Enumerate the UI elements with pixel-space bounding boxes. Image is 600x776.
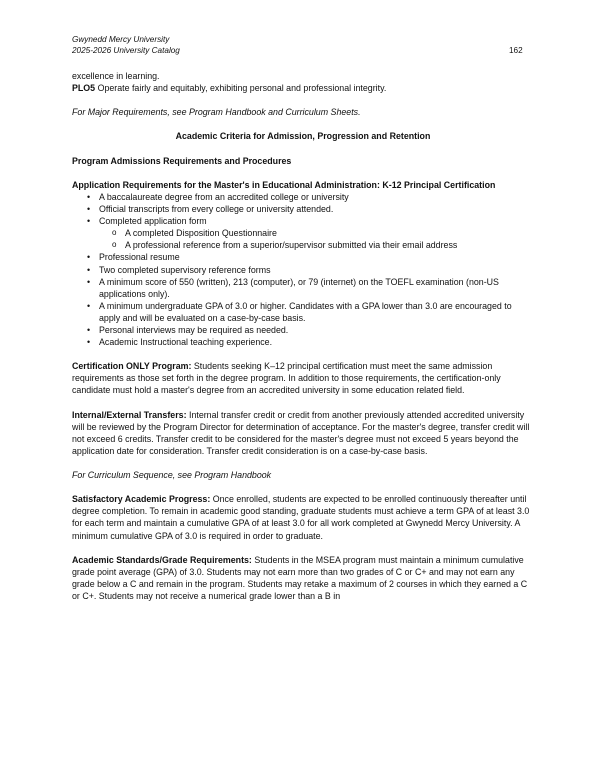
plo5-text: Operate fairly and equitably, exhibiting personal and professional integrity. <box>95 83 387 94</box>
intro-continuation: excellence in learning. <box>72 71 160 81</box>
progress-paragraph: Satisfactory Academic Progress: Once enrolled, students are expected to be enrolled continuously thereafter until degree completion. To remain in academic good standing, graduate students must achieve a term GPA of at least 3.0 for each term and maintain a cumulative GPA of at least 3.0 for all work completed at Gwynedd Mercy University. A minimum cumulative GPA of 3.0 is required in order to graduate. <box>72 494 530 541</box>
standards-paragraph: Academic Standards/Grade Requirements: Students in the MSEA program must maintain a minimum cumulative grade point average (GPA) of 3.0. Students may not earn more than two grades of C or C+ and may not earn any grade below a C and remain in the program. Students may retake a maximum of 2 courses in which they earned a C or C+. Students may not receive a numerical grade lower than a B in <box>72 554 528 602</box>
page-number: 162 <box>509 46 523 55</box>
list-item: • Academic Instructional teaching experience. <box>72 336 534 348</box>
list-item: • Two completed supervisory reference forms <box>72 264 534 276</box>
page-body <box>72 70 534 602</box>
list-item: • A minimum score of 550 (written), 213 (computer), or 79 (internet) on the TOEFL examination (non-US applications only). <box>72 276 534 300</box>
list-item: • Official transcripts from every college or university attended. <box>72 203 534 215</box>
application-requirements-list <box>72 191 534 348</box>
list-item: • A baccalaureate degree from an accredited college or university <box>72 191 534 203</box>
list-item: • A minimum undergraduate GPA of 3.0 or higher. Candidates with a GPA lower than 3.0 are encouraged to apply and will be evaluated on a case-by-case basis. <box>72 300 534 324</box>
running-header <box>72 34 180 56</box>
sub-list-item: o A professional reference from a superior/supervisor submitted via their email address <box>72 239 534 251</box>
transfers-paragraph: Internal/External Transfers: Internal transfer credit or credit from another previously attended accredited university will be reviewed by the Program Director for determination of acceptance. For the master's degree, transfer credit will not exceed 6 credits. Transfer credit to be considered for the master's degree must not exceed 5 years beyond the application date for consideration. Transfer credit consideration is on a case-by-case basis. <box>72 409 530 456</box>
header-university: Gwynedd Mercy University <box>72 35 170 44</box>
list-item: • Personal interviews may be required as needed. <box>72 324 534 336</box>
certification-label: Certification ONLY Program: <box>72 361 192 372</box>
section-title: Academic Criteria for Admission, Progression and Retention <box>175 131 431 142</box>
sub-list-item: o A completed Disposition Questionnaire <box>72 227 534 239</box>
plo5-paragraph <box>72 82 534 94</box>
major-requirements-note: For Major Requirements, see Program Handbook and Curriculum Sheets. <box>72 107 361 118</box>
certification-paragraph: Certification ONLY Program: Students seeking K–12 principal certification must meet the same admission requirements as those set forth in the degree program. In addition to those requirements, the certification-only candidate must hold a master's degree from an accredited university in some education related field. <box>72 361 501 396</box>
application-heading: Application Requirements for the Master's in Educational Administration: K-12 Principal Certification <box>72 179 496 190</box>
list-item: • Professional resume <box>72 251 534 263</box>
admissions-heading: Program Admissions Requirements and Procedures <box>72 155 292 166</box>
application-form-sublist <box>72 227 534 251</box>
curriculum-note: For Curriculum Sequence, see Program Handbook <box>72 470 272 481</box>
plo5-label: PLO5 <box>72 83 96 94</box>
header-catalog: 2025-2026 University Catalog <box>72 46 180 55</box>
standards-label: Academic Standards/Grade Requirements: <box>72 554 252 565</box>
list-item: • Completed application form o A completed Disposition Questionnaire o A professional reference from a superior/supervisor submitted via their email address <box>72 215 534 251</box>
transfers-label: Internal/External Transfers: <box>72 409 187 420</box>
progress-label: Satisfactory Academic Progress: <box>72 494 211 505</box>
